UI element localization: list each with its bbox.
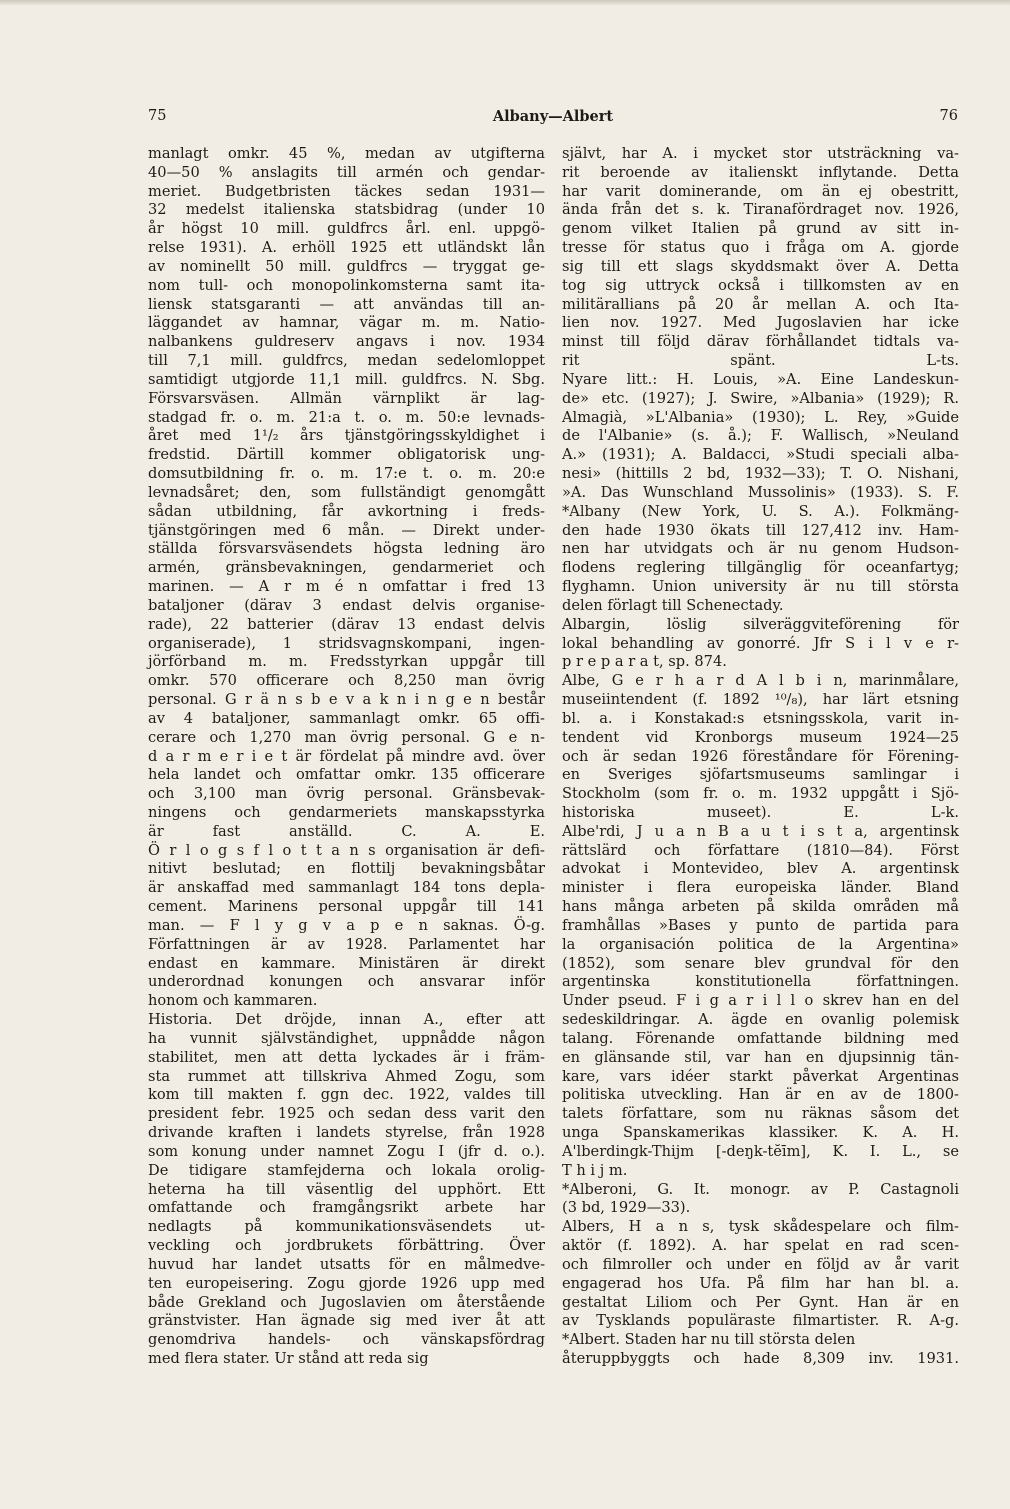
text-line: tjänstgöringen med 6 mån. — Direkt under- xyxy=(148,521,545,539)
text-line: personal. G r ä n s b e v a k n i n g e n består xyxy=(148,691,545,709)
text-line: talets författare, som nu räknas såsom det xyxy=(562,1105,959,1123)
text-line: sig till ett slags skyddsmakt över A. Detta xyxy=(562,257,959,275)
text-line: De tidigare stamfejderna och lokala orolig- xyxy=(148,1161,545,1179)
text-line: politiska utveckling. Han är en av de 1800- xyxy=(562,1086,959,1104)
text-line: meriet. Budgetbristen täckes sedan 1931— xyxy=(148,182,545,200)
text-line: flodens reglering tillgänglig för oceanfartyg; xyxy=(562,559,959,577)
text-line: advokat i Montevideo, blev A. argentinsk xyxy=(562,860,959,878)
text-line: cement. Marinens personal uppgår till 141 xyxy=(148,898,545,916)
text-line: hans många arbeten på skilda områden må xyxy=(562,898,959,916)
text-line: minst till följd därav förhållandet tidtals va- xyxy=(562,333,959,351)
text-line: Nyare litt.: H. Louis, »A. Eine Landeskun- xyxy=(562,370,959,388)
text-line: genom vilket Italien på grund av sitt in- xyxy=(562,220,959,238)
text-line: man. — F l y g v a p e n saknas. Ö-g. xyxy=(148,916,545,934)
text-line: la organisación politica de la Argentina» xyxy=(562,935,959,953)
text-line: manlagt omkr. 45 %, medan av utgifterna xyxy=(148,145,545,162)
text-line: historiska museet). E. L-k. xyxy=(562,803,959,821)
text-line: stadgad fr. o. m. 21:a t. o. m. 50:e levnads- xyxy=(148,408,545,426)
text-line: år högst 10 mill. guldfrcs årl. enl. uppgö- xyxy=(148,220,545,238)
text-line: till 7,1 mill. guldfrcs, medan sedelomloppet xyxy=(148,352,545,370)
text-line: omkr. 570 officerare och 8,250 man övrig xyxy=(148,672,545,690)
text-line: rättslärd och författare (1810—84). Först xyxy=(562,841,959,859)
text-line: gränstvister. Han ägnade sig med iver åt att xyxy=(148,1312,545,1330)
text-line: gestaltat Liliom och Per Gynt. Han är en xyxy=(562,1293,959,1311)
text-line: minister i flera europeiska länder. Bland xyxy=(562,879,959,897)
text-line: genomdriva handels- och vänskapsfördrag xyxy=(148,1331,545,1349)
text-line: återuppbyggts och hade 8,309 inv. 1931. xyxy=(562,1350,959,1367)
text-line: tendent vid Kronborgs museum 1924—25 xyxy=(562,728,959,746)
text-line: (1852), som senare blev grundval för den xyxy=(562,954,959,972)
text-line: talang. Förenande omfattande bildning med xyxy=(562,1029,959,1047)
text-line: lien nov. 1927. Med Jugoslavien har icke xyxy=(562,314,959,332)
text-line: p r e p a r a t, sp. 874. xyxy=(562,653,727,671)
text-line: d a r m e r i e t är fördelat på mindre avd. över xyxy=(148,747,545,765)
text-line: rit beroende av italienskt inflytande. Detta xyxy=(562,163,959,181)
text-line: drivande kraften i landets styrelse, från 1928 xyxy=(148,1124,545,1142)
text-line: T h i j m. xyxy=(562,1161,628,1179)
text-line: Albe'rdi, J u a n B a u t i s t a, argentinsk xyxy=(562,822,959,840)
text-line: tresse för status quo i fråga om A. gjorde xyxy=(562,239,959,257)
text-line: med flera stater. Ur stånd att reda sig xyxy=(148,1350,429,1367)
text-line: en Sveriges sjöfartsmuseums samlingar i xyxy=(562,766,959,784)
text-line: av Tysklands populäraste filmartister. R. A-g. xyxy=(562,1312,959,1330)
text-line: kom till makten f. ggn dec. 1922, valdes till xyxy=(148,1086,545,1104)
text-line: president febr. 1925 och sedan dess varit den xyxy=(148,1105,545,1123)
text-line: Albers, H a n s, tysk skådespelare och film- xyxy=(562,1218,959,1236)
text-line: Försvarsväsen. Allmän värnplikt är lag- xyxy=(148,389,545,407)
text-line: av 4 bataljoner, sammanlagt omkr. 65 offi- xyxy=(148,709,545,727)
text-line: (3 bd, 1929—33). xyxy=(562,1199,691,1217)
text-line: huvud har landet utsatts för en målmedve- xyxy=(148,1255,545,1273)
text-line: 40—50 % anslagits till armén och gendar- xyxy=(148,163,545,181)
left-column xyxy=(148,145,545,1369)
text-line: nesi» (hittills 2 bd, 1932—33); T. O. Nishani, xyxy=(562,465,959,483)
text-line: stabilitet, men att detta lyckades är i främ- xyxy=(148,1048,545,1066)
text-line: de» etc. (1927); J. Swire, »Albania» (1929); R. xyxy=(562,389,959,407)
text-line: är fast anställd. C. A. E. xyxy=(148,822,545,840)
text-line: av nominellt 50 mill. guldfrcs — tryggat ge- xyxy=(148,257,545,275)
text-line: »A. Das Wunschland Mussolinis» (1933). S. F. xyxy=(562,483,959,501)
text-line: är anskaffad med sammanlagt 184 tons depla- xyxy=(148,879,545,897)
text-line: självt, har A. i mycket stor utsträckning va- xyxy=(562,145,959,162)
text-line: marinen. — A r m é n omfattar i fred 13 xyxy=(148,578,545,596)
text-line: ningens och gendarmeriets manskapsstyrka xyxy=(148,803,545,821)
text-line: året med 1¹/₂ års tjänstgöringsskyldighet i xyxy=(148,427,545,445)
text-line: Författningen är av 1928. Parlamentet har xyxy=(148,935,545,953)
text-line: flyghamn. Union university är nu till största xyxy=(562,578,959,596)
right-column xyxy=(562,145,959,1369)
text-line: Almagià, »L'Albania» (1930); L. Rey, »Guide xyxy=(562,408,959,426)
text-line: ända från det s. k. Tiranafördraget nov. 1926, xyxy=(562,201,959,219)
text-line: heterna ha till väsentlig del upphört. Ett xyxy=(148,1180,545,1198)
text-line: Stockholm (som fr. o. m. 1932 uppgått i Sjö- xyxy=(562,785,959,803)
text-line: en glänsande stil, var han en djupsinnig tän- xyxy=(562,1048,959,1066)
text-line: rit spänt. L-ts. xyxy=(562,352,959,370)
text-line: A'lberdingk-Thijm [-deŋk-tĕīm], K. I. L., se xyxy=(562,1142,959,1160)
text-line: omfattande och framgångsrikt arbete har xyxy=(148,1199,545,1217)
text-line: bl. a. i Konstakad:s etsningsskola, varit in- xyxy=(562,709,959,727)
text-line: jörförband m. m. Fredsstyrkan uppgår till xyxy=(148,653,545,671)
text-line: tog sig uttryck också i tillkomsten av en xyxy=(562,276,959,294)
text-line: armén, gränsbevakningen, gendarmeriet och xyxy=(148,559,545,577)
page-edge xyxy=(0,0,1010,6)
text-line: både Grekland och Jugoslavien om återstående xyxy=(148,1293,545,1311)
text-line: de l'Albanie» (s. å.); F. Wallisch, »Neuland xyxy=(562,427,959,445)
text-line: Under pseud. F i g a r i l l o skrev han en del xyxy=(562,992,959,1010)
text-line: militärallians på 20 år mellan A. och Ita- xyxy=(562,295,959,313)
text-line: och är sedan 1926 föreståndare för Förening- xyxy=(562,747,959,765)
text-line: underordnad konungen och ansvarar inför xyxy=(148,973,545,991)
text-line: den hade 1930 ökats till 127,412 inv. Ham- xyxy=(562,521,959,539)
page-number-right: 76 xyxy=(939,108,958,124)
text-line: fredstid. Därtill kommer obligatorisk ung- xyxy=(148,446,545,464)
text-line: endast en kammare. Ministären är direkt xyxy=(148,954,545,972)
text-line: Historia. Det dröjde, innan A., efter att xyxy=(148,1011,545,1029)
text-line: aktör (f. 1892). A. har spelat en rad scen- xyxy=(562,1237,959,1255)
text-line: veckling och jordbrukets förbättring. Över xyxy=(148,1237,545,1255)
text-line: bataljoner (därav 3 endast delvis organise- xyxy=(148,596,545,614)
text-line: som konung under namnet Zogu I (jfr d. o.). xyxy=(148,1142,545,1160)
text-line: har varit dominerande, om än ej obestritt, xyxy=(562,182,959,200)
text-line: rade), 22 batterier (därav 13 endast delvis xyxy=(148,615,545,633)
text-line: honom och kammaren. xyxy=(148,992,318,1010)
text-line: Albargin, löslig silveräggviteförening för xyxy=(562,615,959,633)
text-line: ha vunnit självständighet, uppnådde någon xyxy=(148,1029,545,1047)
text-line: kare, vars idéer starkt påverkat Argentinas xyxy=(562,1067,959,1085)
text-line: ställda försvarsväsendets högsta ledning äro xyxy=(148,540,545,558)
text-line: delen förlagt till Schenectady. xyxy=(562,596,784,614)
text-line: ten europeisering. Zogu gjorde 1926 upp med xyxy=(148,1274,545,1292)
running-title: Albany—Albert xyxy=(492,108,614,125)
text-line: engagerad hos Ufa. På film har han bl. a. xyxy=(562,1274,959,1292)
text-line: unga Spanskamerikas klassiker. K. A. H. xyxy=(562,1124,959,1142)
text-line: hela landet och omfattar omkr. 135 officerare xyxy=(148,766,545,784)
text-line: och filmroller och under en följd av år varit xyxy=(562,1255,959,1273)
text-line: organiserade), 1 stridsvagnskompani, ingen- xyxy=(148,634,545,652)
text-line: nitivt beslutad; en flottilj bevakningsbåtar xyxy=(148,860,545,878)
text-line: *Albany (New York, U. S. A.). Folkmäng- xyxy=(562,502,959,520)
text-line: samtidigt utgjorde 11,1 mill. guldfrcs. N. Sbg. xyxy=(148,370,545,388)
text-line: 32 medelst italienska statsbidrag (under 10 xyxy=(148,201,545,219)
text-line: A.» (1931); A. Baldacci, »Studi speciali alba- xyxy=(562,446,959,464)
text-line: Albe, G e r h a r d A l b i n, marinmålare, xyxy=(562,672,959,690)
text-line: nedlagts på kommunikationsväsendets ut- xyxy=(148,1218,545,1236)
text-line: nen har utvidgats och är nu genom Hudson- xyxy=(562,540,959,558)
text-line: *Alberoni, G. It. monogr. av P. Castagnoli xyxy=(562,1180,959,1198)
text-line: argentinska konstitutionella författningen. xyxy=(562,973,959,991)
text-line: sådan utbildning, får avkortning i freds- xyxy=(148,502,545,520)
text-line: cerare och 1,270 man övrig personal. G e n- xyxy=(148,728,545,746)
text-line: nom tull- och monopolinkomsterna samt ita- xyxy=(148,276,545,294)
text-line: läggandet av hamnar, vägar m. m. Natio- xyxy=(148,314,545,332)
page-number-left: 75 xyxy=(148,108,167,124)
running-head xyxy=(148,108,958,128)
text-line: domsutbildning fr. o. m. 17:e t. o. m. 20:e xyxy=(148,465,545,483)
text-line: Ö r l o g s f l o t t a n s organisation är defi- xyxy=(148,841,545,859)
text-line: sta rummet att tillskriva Ahmed Zogu, som xyxy=(148,1067,545,1085)
text-line: lokal behandling av gonorré. Jfr S i l v e r- xyxy=(562,634,959,652)
text-line: nalbankens guldreserv angavs i nov. 1934 xyxy=(148,333,545,351)
text-line: liensk statsgaranti — att användas till an- xyxy=(148,295,545,313)
text-line: sedeskildringar. A. ägde en ovanlig polemisk xyxy=(562,1011,959,1029)
text-line: museiintendent (f. 1892 ¹⁰/₈), har lärt etsning xyxy=(562,691,959,709)
text-line: *Albert. Staden har nu till största delen xyxy=(562,1331,856,1349)
text-line: relse 1931). A. erhöll 1925 ett utländskt lån xyxy=(148,239,545,257)
text-line: och 3,100 man övrig personal. Gränsbevak- xyxy=(148,785,545,803)
text-line: framhållas »Bases y punto de partida para xyxy=(562,916,959,934)
text-line: levnadsåret; den, som fullständigt genomgått xyxy=(148,483,545,501)
